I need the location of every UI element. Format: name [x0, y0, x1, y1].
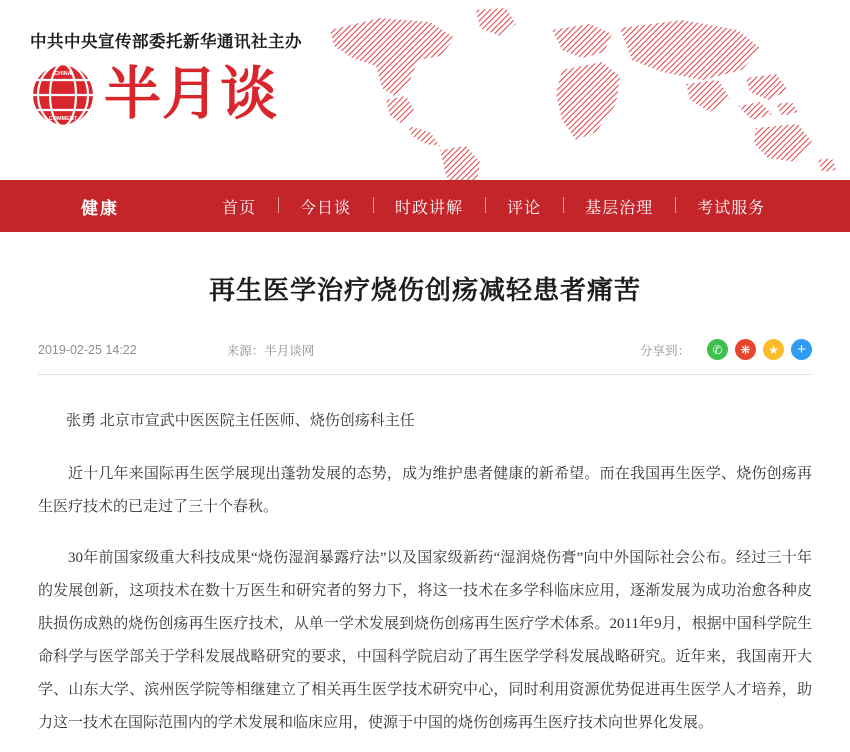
nav-item-grassroots-governance[interactable]: 基层治理: [563, 195, 675, 218]
svg-text:CHINA: CHINA: [54, 71, 72, 77]
qzone-share-icon[interactable]: ★: [763, 339, 784, 360]
page-title: 再生医学治疗烧伤创疡减轻患者痛苦: [208, 276, 641, 305]
brand-block: [30, 28, 370, 128]
article-byline: 张勇 北京市宣武中医医院主任医师、烧伤创疡科主任: [66, 413, 415, 429]
nav-item-list: [200, 195, 850, 218]
globe-logo-icon: [30, 62, 96, 128]
share-label: 分享到：: [639, 343, 690, 358]
nav-item-exam-service[interactable]: 考试服务: [675, 195, 787, 218]
masthead: [0, 0, 850, 180]
article-paragraph: 30年前国家级重大科技成果“烧伤湿润暴露疗法”以及国家级新药“湿润烧伤膏”向中外国际社会公布。经过三十年的发展创新，这项技术在数十万医生和研究者的努力下，将这一技术在多学科临床应用，逐渐发展为成功治愈各种皮肤损伤成熟的烧伤创疡再生医疗技术，从单一学术发展到烧伤创疡再生医疗学术体系。2011年9月，根据中国科学院生命科学与医学部关于学科发展战略研究的要求，中国科学院启动了再生医学学科发展战略研究。近年来，我国南开大学、山东大学、滨州医学院等相继建立了相关再生医学技术研究中心，同时利用资源优势促进再生医学人才培养，助力这一技术在国际范围内的学术发展和临床应用，使源于中国的烧伤创疡再生医疗技术向世界化发展。: [38, 550, 812, 731]
svg-text:COMMENT: COMMENT: [48, 116, 78, 122]
publish-date: 2019-02-25 14:22: [38, 342, 137, 357]
article-meta: [38, 339, 812, 375]
article: [0, 270, 850, 740]
weibo-share-icon[interactable]: ❋: [735, 339, 756, 360]
nav-item-policy-explain[interactable]: 时政讲解: [373, 195, 485, 218]
nav-item-comment[interactable]: 评论: [485, 195, 563, 218]
sponsor-text: 中共中央宣传部委托新华通讯社主办: [30, 32, 302, 51]
wechat-share-icon[interactable]: ✆: [707, 339, 728, 360]
nav-current-channel[interactable]: 健康: [81, 198, 119, 218]
brand-logo-row[interactable]: [30, 62, 370, 128]
brand-title: 半月谈: [104, 63, 278, 126]
nav-item-today-talk[interactable]: 今日谈: [278, 195, 373, 218]
main-navigation: [0, 180, 850, 232]
share-bar: [640, 339, 812, 360]
article-source: 来源：半月谈网: [226, 343, 315, 358]
article-paragraph: 近十几年来国际再生医学展现出蓬勃发展的态势，成为维护患者健康的新希望。而在我国再生医学、烧伤创疡再生医疗技术的已走过了三十个春秋。: [38, 466, 812, 515]
world-map-watermark: [290, 0, 850, 180]
article-body: [38, 405, 812, 740]
more-share-icon[interactable]: +: [791, 339, 812, 360]
nav-item-home[interactable]: 首页: [222, 199, 257, 217]
